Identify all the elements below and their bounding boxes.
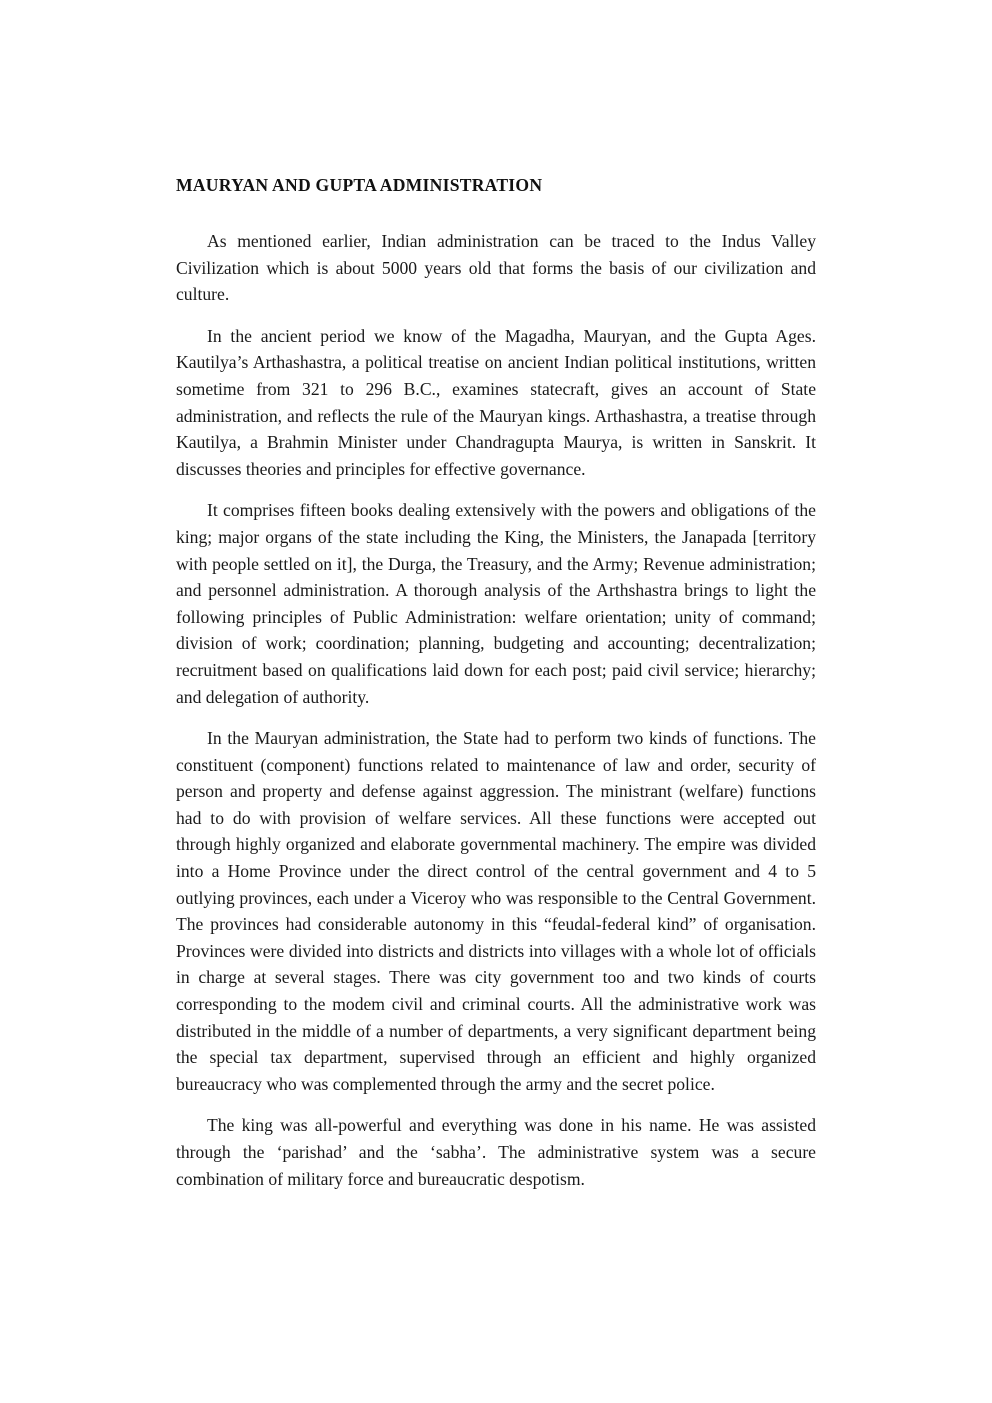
body-paragraph-2: In the ancient period we know of the Magadha, Mauryan, and the Gupta Ages. Kautilya’s Arthashastra, a political treatise on ancient Indian political institutions, written sometime from 321 to 296 B.C., examines statecraft, gives an account of State administration, and reflects the rule of the Mauryan kings. Arthashastra, a treatise through Kautilya, a Brahmin Minister under Chandragupta Maurya, is written in Sanskrit. It discusses theories and principles for effective governance. <box>176 325 816 479</box>
document-text-column <box>176 174 816 1192</box>
body-paragraph-3: It comprises fifteen books dealing extensively with the powers and obligations of the king; major organs of the state including the King, the Ministers, the Janapada [territory with people settled on it], the Durga, the Treasury, and the Army; Revenue administration; and personnel administration. A thorough analysis of the Arthshastra brings to light the following principles of Public Administration: welfare orientation; unity of command; division of work; coordination; planning, budgeting and accounting; decentralization; recruitment based on qualifications laid down for each post; paid civil service; hierarchy; and delegation of authority. <box>176 500 816 707</box>
body-paragraph-5: The king was all-powerful and everything was done in his name. He was assisted through the ‘parishad’ and the ‘sabha’. The administrative system was a secure combination of military force and bureaucratic despotism. <box>176 1115 816 1189</box>
page-title: MAURYAN AND GUPTA ADMINISTRATION <box>176 175 543 195</box>
body-paragraph-4: In the Mauryan administration, the State had to perform two kinds of functions. The constituent (component) functions related to maintenance of law and order, security of person and property and defense against aggression. The ministrant (welfare) functions had to do with provision of welfare services. All these functions were accepted out through highly organized and elaborate governmental machinery. The empire was divided into a Home Province under the direct control of the central government and 4 to 5 outlying provinces, each under a Viceroy who was responsible to the Central Government. The provinces had considerable autonomy in this “feudal-federal kind” of organisation. Provinces were divided into districts and districts into villages with a whole lot of officials in charge at several stages. There was city government too and two kinds of courts corresponding to the modem civil and criminal courts. All the administrative work was distributed in the middle of a number of departments, a very significant department being the special tax department, supervised through an efficient and highly organized bureaucracy who was complemented through the army and the secret police. <box>176 728 816 1094</box>
body-paragraph-1: As mentioned earlier, Indian administration can be traced to the Indus Valley Civilization which is about 5000 years old that forms the basis of our civilization and culture. <box>176 231 816 305</box>
